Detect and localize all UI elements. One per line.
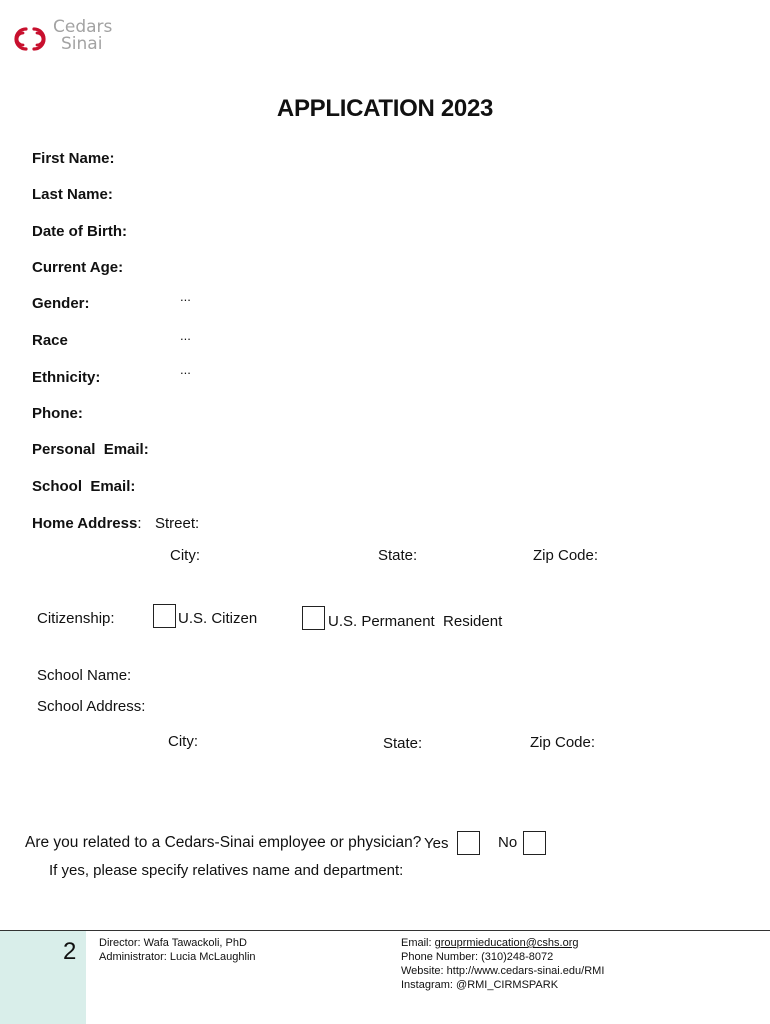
first-name-label: First Name: — [32, 150, 115, 167]
ethnicity-label: Ethnicity: — [32, 369, 101, 386]
no-label: No — [498, 834, 518, 851]
current-age-label: Current Age: — [32, 259, 124, 276]
us-citizen-label: U.S. Citizen — [178, 610, 258, 627]
footer-divider — [0, 930, 770, 931]
page-title — [0, 95, 770, 123]
state-label: State: — [378, 547, 418, 564]
school-email-label: School Email: — [32, 478, 136, 495]
logo-line-2: Sinai — [61, 34, 103, 54]
permanent-resident-label: U.S. Permanent Resident — [328, 613, 503, 630]
city-label: City: — [170, 547, 200, 564]
footer-staff — [99, 936, 256, 964]
logo-wordmark — [53, 19, 112, 53]
zip-code-label: Zip Code: — [533, 547, 599, 564]
school-address-label: School Address: — [37, 698, 146, 715]
school-state-label: State: — [383, 735, 423, 752]
cedars-sinai-logo — [10, 18, 120, 58]
footer-contact — [401, 936, 604, 992]
page-title-text: APPLICATION 2023 — [276, 95, 494, 122]
yes-label: Yes — [424, 835, 449, 852]
director-text: Director: Wafa Tawackoli, PhD — [99, 937, 247, 949]
phone-label: Phone: — [32, 405, 83, 422]
logo-line-1: Cedars — [53, 17, 113, 37]
home-address-label: Home Address — [32, 515, 138, 532]
gender-label: Gender: — [32, 295, 90, 312]
cedars-sinai-logo-icon — [10, 22, 50, 56]
yes-checkbox[interactable] — [457, 831, 480, 855]
instagram-text: Instagram: @RMI_CIRMSPARK — [401, 979, 559, 991]
specify-relatives-label: If yes, please specify relatives name and department: — [49, 862, 404, 879]
home-address-colon: : — [137, 515, 142, 532]
date-of-birth-label: Date of Birth: — [32, 223, 127, 240]
phone-text: Phone Number: (310)248-8072 — [401, 951, 554, 963]
school-name-label: School Name: — [37, 667, 132, 684]
school-city-label: City: — [168, 733, 198, 750]
home-address-row — [32, 515, 141, 532]
us-citizen-checkbox[interactable] — [153, 604, 176, 628]
email-prefix: Email: — [401, 937, 435, 949]
email-link[interactable]: grouprmieducation@cshs.org — [434, 937, 579, 949]
last-name-label: Last Name: — [32, 186, 113, 203]
school-zip-code-label: Zip Code: — [530, 734, 596, 751]
personal-email-label: Personal Email: — [32, 441, 149, 458]
website-text: Website: http://www.cedars-sinai.edu/RMI — [401, 965, 605, 977]
related-question: Are you related to a Cedars-Sinai employee or physician? — [25, 834, 422, 851]
ethnicity-select[interactable]: ... — [180, 362, 191, 377]
administrator-text: Administrator: Lucia McLaughlin — [99, 951, 256, 963]
page-number: 2 — [63, 938, 77, 965]
race-select[interactable]: ... — [180, 328, 191, 343]
gender-select[interactable]: ... — [180, 289, 191, 304]
no-checkbox[interactable] — [523, 831, 546, 855]
street-label: Street: — [155, 515, 200, 532]
citizenship-label: Citizenship: — [37, 610, 115, 627]
race-label: Race — [32, 332, 68, 349]
email-line — [401, 936, 604, 950]
permanent-resident-checkbox[interactable] — [302, 606, 325, 630]
